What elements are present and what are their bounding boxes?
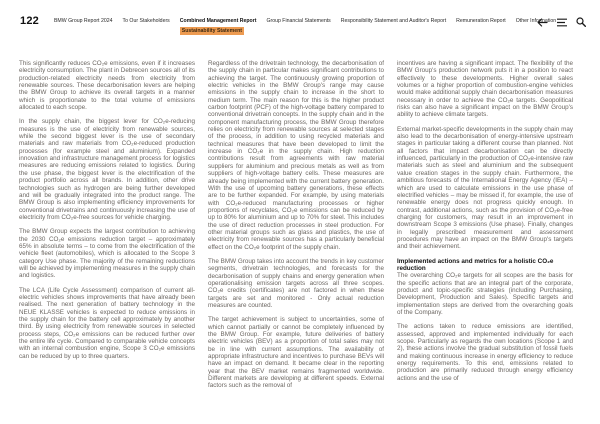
paragraph: The target achievement is subject to uncertainties, some of which cannot partially or cannot be completely influenced by the BMW Group. For example, future deliveries of battery electric vehicles (BEV) as a proportion of total sales may not be in line with current assumptions. The availability of appropriate infrastructure and incentives to purchase BEVs will have an impact on demand. It became clear in the reporting year that the BEV market remains fragmented worldwide. Different markets are developing at different speeds. External factors such as the removal of — [208, 316, 384, 390]
column-2 — [208, 60, 384, 397]
section-heading: Implemented actions and metrics for a holistic CO₂e reduction — [397, 257, 554, 272]
paragraph: In the supply chain, the biggest lever for CO₂e-reducing measures is the use of electricity from renewable sources, while the second biggest lever is the use of secondary materials and raw materials from CO₂e-reduced production processes (for example steel and aluminium). Expanded innovation and infrastructure management process for logistics measures are reducing emissions related to logistics. During the use phase, the biggest lever is the electrification of the product portfolio across all brands. In addition, other drive technologies such as hydrogen are being further developed and will be gradually integrated into the product range. The BMW Group is also implementing efficiency improvements for conventional drivetrains and continuously increasing the use of electricity from CO₂e-free sources for vehicle charging. — [19, 118, 195, 221]
nav-item-combined-management-report[interactable]: Combined Management Report — [179, 18, 257, 24]
search-icon[interactable] — [576, 17, 586, 27]
paragraph: External market-specific developments in the supply chain may also lead to the decarbonisation of energy-intensive upstream stages in particular taking a different course than planned. Not all factors that impact decarbonisation can be directly influenced, particularly in the production of CO₂e-intensive raw materials such as steel and aluminium and the subsequent value creation stages in the supply chain. Furthermore, the ambitious forecasts of the International Energy Agency (IEA) – which are used to calculate emissions in the use phase of electrified vehicles – may be missed if, for example, the use of renewable energy does not progress quickly enough. In contrast, additional actions, such as the provision of CO₂e-free charging for customers, may result in an improvement in downstream Scope 3 emissions (Use phase). Finally, changes in legally prescribed measurement and assessment procedures may have an impact on the BMW Group's targets and their achievement. — [397, 125, 573, 251]
nav-item-responsibility-statement[interactable]: Responsibility Statement and Auditor's Report — [340, 18, 447, 24]
nav-item-bmw-group-report[interactable]: BMW Group Report 2024 — [53, 18, 113, 24]
page-number: 122 — [20, 15, 39, 27]
paragraph: The BMW Group takes into account the trends in key customer segments, drivetrain technologies, and forecasts for the decarbonisation of supply chains and energy generation when operationalising emission targets across all three scopes. CO₂e credits (certificates) are not factored in when these targets are set and monitored - Only actual reduction measures are counted. — [208, 257, 384, 309]
nav-item-group-financial-statements[interactable]: Group Financial Statements — [266, 18, 331, 24]
menu-icon[interactable] — [557, 18, 567, 27]
back-arrow-icon[interactable] — [537, 18, 548, 27]
paragraph: The BMW Group expects the largest contribution to achieving the 2030 CO₂e emissions reduction target – approximately 65% in absolute terms – to come from the electrification of the vehicle fleet (automobiles), which is allocated to the Scope 3 category Use phase. The majority of the remaining reductions will be achieved by implementing measures in the supply chain and logistics. — [19, 228, 195, 280]
article-body — [19, 60, 573, 397]
sustainability-statement-badge[interactable]: Sustainability Statement — [181, 28, 243, 34]
paragraph: Regardless of the drivetrain technology, the decarbonisation of the supply chain in particular makes significant contributions to achieving the target. The continuously growing proportion of electric vehicles in the BMW Group's range may cause emissions in the supply chain to increase in the short to medium term. The main reason for this is the higher product carbon footprint (PCF) of the high-voltage battery compared to conventional drivetrain concepts. In the supply chain and in the component manufacturing process, the BMW Group therefore relies on electricity from renewable sources at selected stages of the process, in addition to using recycled materials and technical measures that have been developed to limit the increase in CO₂e in the supply chain. High reduction contributions result from agreements with raw material suppliers for aluminium and precious metals as well as from suppliers of high-voltage battery cells. These measures are already being implemented with the current battery generation. With the use of upcoming battery generations, these effects are to be further expanded. For example, by using materials with CO₂e-reduced manufacturing processes or higher proportions of recyclates, CO₂e emissions can be reduced by up to 80% for aluminium and up to 70% for steel. This includes the use of direct reduction processes in steel production. For other material groups such as glass and plastics, the use of electricity from renewable sources has a particularly beneficial effect on the CO₂e footprint of the supply chain. — [208, 60, 384, 251]
paragraph: The actions taken to reduce emissions are identified, assessed, approved and implemented individually for each scope. Particularly as regards the own locations (Scope 1 and 2), these actions involve the gradual substitution of fossil fuels and making continuous increase in energy efficiency to reduce energy requirements. To this end, emissions related to production are primarily reduced through energy efficiency actions and the use of — [397, 323, 573, 382]
report-nav — [53, 18, 557, 35]
nav-item-to-our-stakeholders[interactable]: To Our Stakeholders — [122, 18, 170, 24]
paragraph: The LCA (Life Cycle Assessment) comparison of current all-electric vehicles shows improvements that have already been realised. The next generation of battery technology in the NEUE KLASSE vehicles is expected to reduce emissions in the supply chain for the battery cell approximately by another third. By using electricity from renewable sources in selected process steps, CO₂e emissions can be reduced further over the entire life cycle. Compared to comparable vehicle concepts with an internal combustion engine, Scope 3 CO₂e emissions can be reduced by up to three quarters. — [19, 286, 195, 360]
header-icon-group — [537, 17, 586, 27]
nav-group-management-report — [180, 18, 257, 35]
nav-item-remuneration-report[interactable]: Remuneration Report — [456, 18, 506, 24]
paragraph: This significantly reduces CO₂e emissions, even if it increases electricity consumption. The plant in Debrecen sources all of its production-related electricity needs from electricity from renewable sources. These decarbonisation levers are helping the BMW Group to achieve its overall targets in a manner which is proportionate to the total volume of emissions allocated to each scope. — [19, 60, 195, 112]
paragraph: The overarching CO₂e targets for all scopes are the basis for the specific actions that are an integral part of the corporate, product and topic-specific strategies (including Purchasing, Development, Production and Sales). Specific targets and implementation steps are derived from the overarching goals of the Company. — [397, 272, 573, 316]
nav-item-other-information[interactable]: Other Information — [515, 18, 557, 24]
paragraph: incentives are having a significant impact. The flexibility of the BMW Group's production network puts it in a position to react effectively to these developments. Higher overall sales volumes or a higher proportion of combustion-engine vehicles would make additional supply chain decarbonisation measures necessary in order to achieve the CO₂e targets. Geopolitical risks can also have a significant impact on the BMW Group's ability to achieve climate targets. — [397, 60, 573, 119]
top-bar — [20, 16, 586, 35]
column-1 — [19, 60, 195, 397]
column-3 — [397, 60, 573, 397]
